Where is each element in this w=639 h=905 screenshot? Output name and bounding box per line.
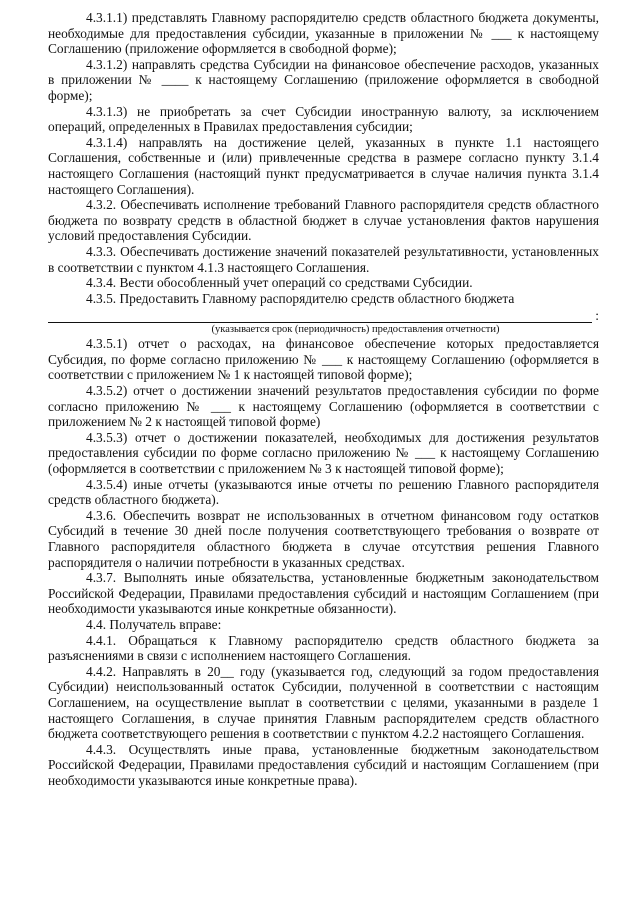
paragraph-4-3-5-4: 4.3.5.4) иные отчеты (указываются иные отчеты по решению Главного распорядителя средств областного бюджета).	[48, 476, 599, 508]
paragraph-4-4-1: 4.4.1. Обращаться к Главному распорядителю средств областного бюджета за разъяснениями в связи с исполнением настоящего Соглашения.	[48, 632, 599, 664]
paragraph-4-3-1-3: 4.3.1.3) не приобретать за счет Субсидии иностранную валюту, за исключением операций, определенных в Правилах предоставления субсидии;	[48, 103, 599, 135]
paragraph-4-3-1-1: 4.3.1.1) представлять Главному распорядителю средств областного бюджета документы, необходимые для предоставления субсидии, указанные в приложении № ___ к настоящему Соглашению (приложение оформляется в свободной форме);	[48, 10, 599, 57]
paragraph-4-4: 4.4. Получатель вправе:	[86, 616, 222, 632]
paragraph-4-3-5: 4.3.5. Предоставить Главному распорядителю средств областного бюджета	[86, 290, 515, 306]
paragraph-4-3-5-2: 4.3.5.2) отчет о достижении значений результатов предоставления субсидии по форме согласно приложению № ___ к настоящему Соглашению (оформляется в соответствии с приложением № 2 к настоящей типовой форме)	[48, 383, 599, 430]
paragraph-4-3-1-2: 4.3.1.2) направлять средства Субсидии на финансовое обеспечение расходов, указанных в приложении № ____ к настоящему Соглашению (приложение оформляется в свободной форме);	[48, 56, 599, 103]
paragraph-4-3-4: 4.3.4. Вести обособленный учет операций со средствами Субсидии.	[86, 275, 473, 291]
paragraph-4-3-1-4: 4.3.1.4) направлять на достижение целей, указанных в пункте 1.1 настоящего Соглашения, собственные и (или) привлеченные средства в размере согласно пункту 3.1.4 настоящего Соглашения (настоящий пункт предусматривается в случае наличия пункта 3.1.4 настоящего Соглашения).	[48, 134, 599, 197]
paragraph-4-4-3: 4.4.3. Осуществлять иные права, установленные бюджетным законодательством Российской Федерации, Правилами предоставления субсидий и настоящим Соглашением (при необходимости указываются иные конкретные права).	[48, 741, 599, 788]
paragraph-4-3-5-3: 4.3.5.3) отчет о достижении показателей, необходимых для достижения результатов предоставления субсидии по форме согласно приложению № ___ к настоящему Соглашению (оформляется в соответствии с приложением № 3 к настоящей типовой форме);	[48, 429, 599, 477]
paragraph-4-3-6: 4.3.6. Обеспечить возврат не использованных в отчетном финансовом году остатков Субсидий в течение 30 дней после получения соответствующего требования о возврате от Главного распорядителя областного бюджета в случае отсутствия решения Главного распорядителя о наличии потребности в указанных средствах.	[48, 507, 599, 570]
paragraph-4-3-5-1: 4.3.5.1) отчет о расходах, на финансовое обеспечение которых предоставляется Субсидия, по форме согласно приложению № ___ к настоящему Соглашению (оформляется в соответствии с приложением № 1 к настоящей типовой форме);	[48, 336, 599, 383]
blank-underline	[48, 310, 592, 323]
reporting-period-caption: (указывается срок (периодичность) предоставления отчетности)	[211, 324, 500, 336]
paragraph-4-3-3: 4.3.3. Обеспечивать достижение значений показателей результативности, установленных в соответствии с пунктом 4.1.3 настоящего Соглашения.	[48, 243, 599, 275]
reporting-period-blank	[48, 306, 599, 323]
paragraph-4-4-2: 4.4.2. Направлять в 20__ году (указывается год, следующий за годом предоставления Субсидии) неиспользованный остаток Субсидии, полученной в соответствии с настоящим Соглашением, на осуществление выплат в соответствии с целями, указанными в разделе 1 настоящего Соглашения, в случае принятия Главным распорядителем средств областного бюджета соответствующего решения в соответствии с пунктом 4.2.2 настоящего Соглашения.	[48, 663, 599, 742]
blank-colon: :	[595, 307, 599, 323]
paragraph-4-3-2: 4.3.2. Обеспечивать исполнение требований Главного распорядителя средств областного бюджета по возврату средств в областной бюджет в случае установления фактов нарушения условий предоставления Субсидии.	[48, 197, 599, 244]
paragraph-4-3-7: 4.3.7. Выполнять иные обязательства, установленные бюджетным законодательством Российской Федерации, Правилами предоставления субсидий и настоящим Соглашением (при необходимости указываются иные конкретные обязанности).	[48, 570, 599, 617]
